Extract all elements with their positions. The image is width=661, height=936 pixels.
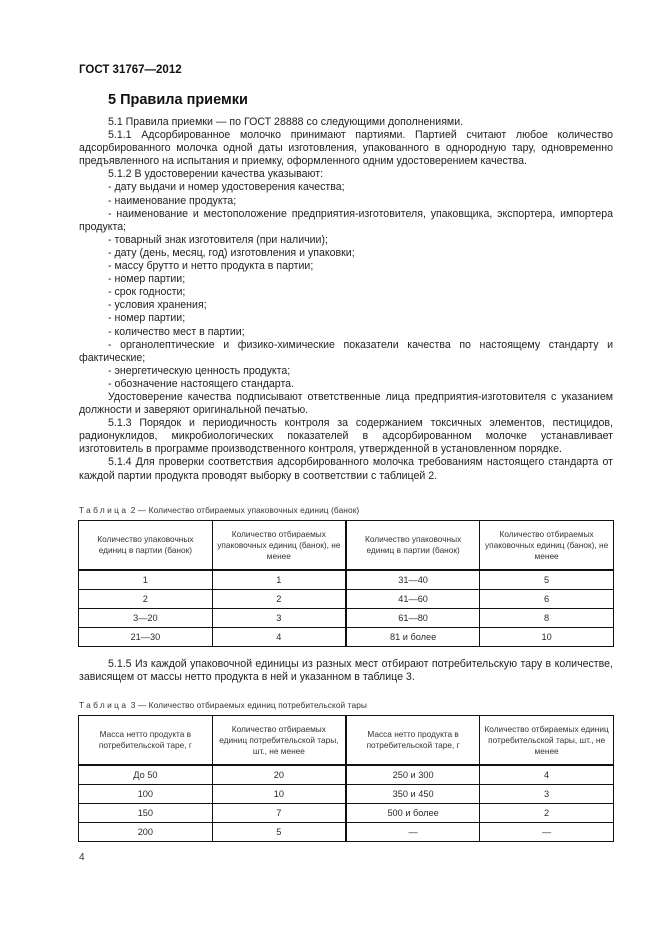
- table-3-caption: [79, 700, 367, 710]
- column-header: Количество отбираемых единиц потребительской тары, шт., не менее: [212, 716, 346, 766]
- table-cell: 150: [79, 804, 213, 823]
- table-cell: 31—40: [346, 570, 480, 590]
- paragraph-5-1-5: 5.1.5 Из каждой упаковочной единицы из разных мест отбирают потребительскую тару в количестве, зависящем от массы нетто продукта в ней и указанном в таблице 3.: [79, 658, 613, 684]
- paragraph-5-1-1: 5.1.1 Адсорбированное молочко принимают партиями. Партией считают любое количество адсорбированного молочка одной даты изготовления, упакованного в однородную тару, одновременно предъявленного на испытания и приемку, оформленного одним удостоверением качества.: [79, 129, 613, 168]
- table-cell: 200: [79, 823, 213, 842]
- table-cell: —: [480, 823, 614, 842]
- table-cell: 7: [212, 804, 346, 823]
- paragraph-5-1-2: 5.1.2 В удостоверении качества указывают:: [108, 168, 324, 181]
- table-cell: 500 и более: [346, 804, 480, 823]
- column-header: Количество отбираемых упаковочных единиц (банок), не менее: [212, 521, 346, 571]
- table-cell: 41—60: [346, 590, 480, 609]
- table-cell: —: [346, 823, 480, 842]
- document-id-header: ГОСТ 31767—2012: [79, 64, 182, 76]
- table-row: [79, 785, 614, 804]
- table-3: [78, 715, 614, 842]
- table-2: [78, 520, 614, 647]
- table-row: [79, 823, 614, 842]
- table-2-caption: [79, 505, 359, 515]
- table-row: [79, 590, 614, 609]
- table-cell: 81 и более: [346, 628, 480, 647]
- table-row: [79, 609, 614, 628]
- page-number: 4: [79, 852, 85, 863]
- table-cell: 5: [480, 570, 614, 590]
- table-cell: 4: [212, 628, 346, 647]
- table-cell: До 50: [79, 765, 213, 785]
- table-cell: 61—80: [346, 609, 480, 628]
- table-3-caption-label: Таблица: [79, 700, 129, 710]
- list-item: - энергетическую ценность продукта;: [108, 364, 291, 377]
- list-item: - дату выдачи и номер удостоверения качества;: [108, 181, 345, 194]
- table-cell: 4: [480, 765, 614, 785]
- section-body: [79, 116, 613, 483]
- column-header: Количество отбираемых единиц потребительской тары, шт., не менее: [480, 716, 614, 766]
- paragraph-5-1: 5.1 Правила приемки — по ГОСТ 28888 со следующими дополнениями.: [108, 116, 464, 128]
- section-title: 5 Правила приемки: [108, 92, 248, 108]
- list-item: - условия хранения;: [108, 299, 207, 312]
- table-row: [79, 765, 614, 785]
- table-cell: 10: [480, 628, 614, 647]
- table-2-caption-text: 2 — Количество отбираемых упаковочных единиц (банок): [130, 505, 360, 515]
- list-item: - обозначение настоящего стандарта.: [108, 377, 295, 390]
- list-item: - наименование продукта;: [108, 194, 237, 207]
- table-cell: 350 и 450: [346, 785, 480, 804]
- list-item: - органолептические и физико-химические показатели качества по настоящему стандарту и фактические;: [79, 338, 613, 364]
- list-item: - товарный знак изготовителя (при наличии);: [108, 233, 328, 246]
- table-3-caption-text: 3 — Количество отбираемых единиц потребительской тары: [130, 700, 367, 710]
- list-item: - наименование и местоположение предприятия-изготовителя, упаковщика, экспортера, импортера продукта;: [79, 207, 613, 233]
- column-header: Количество упаковочных единиц в партии (банок): [346, 521, 480, 571]
- paragraph-5-1-3: 5.1.3 Порядок и периодичность контроля за содержанием токсичных элементов, пестицидов, радионуклидов, микробиологических показателей в адсорбированном молочке устанавливает изготовитель в программе производственного контроля, утвержденной в установленном порядке.: [79, 417, 613, 456]
- table-cell: 2: [212, 590, 346, 609]
- table-cell: 3: [480, 785, 614, 804]
- paragraph-5-1-4: 5.1.4 Для проверки соответствия адсорбированного молочка требованиям настоящего стандарта от каждой партии продукта проводят выборку в соответствии с таблицей 2.: [79, 456, 613, 482]
- table-cell: 8: [480, 609, 614, 628]
- table-cell: 3—20: [79, 609, 213, 628]
- column-header: Количество отбираемых упаковочных единиц (банок), не менее: [480, 521, 614, 571]
- table-cell: 2: [480, 804, 614, 823]
- table-cell: 3: [212, 609, 346, 628]
- table-cell: 2: [79, 590, 213, 609]
- table-cell: 100: [79, 785, 213, 804]
- column-header: Количество упаковочных единиц в партии (банок): [79, 521, 213, 571]
- table-cell: 5: [212, 823, 346, 842]
- table-cell: 1: [79, 570, 213, 590]
- table-cell: 1: [212, 570, 346, 590]
- table-2-caption-label: Таблица: [79, 505, 129, 515]
- column-header: Масса нетто продукта в потребительской таре, г: [79, 716, 213, 766]
- table-cell: 250 и 300: [346, 765, 480, 785]
- list-item: - дату (день, месяц, год) изготовления и упаковки;: [108, 246, 355, 259]
- paragraph-quality-certificate: Удостоверение качества подписывают ответственные лица предприятия-изготовителя с указанием должности и заверяют оригинальной печатью.: [79, 390, 613, 417]
- list-item: - номер партии;: [108, 312, 186, 325]
- table-row: [79, 628, 614, 647]
- section-body-continued: [79, 658, 613, 684]
- list-item: - массу брутто и нетто продукта в партии;: [108, 260, 314, 273]
- table-cell: 21—30: [79, 628, 213, 647]
- table-cell: 20: [212, 765, 346, 785]
- table-header-row: [79, 521, 614, 571]
- table-row: [79, 570, 614, 590]
- list-item: - срок годности;: [108, 286, 186, 299]
- table-cell: 10: [212, 785, 346, 804]
- list-item: - количество мест в партии;: [108, 325, 245, 338]
- column-header: Масса нетто продукта в потребительской таре, г: [346, 716, 480, 766]
- list-item: - номер партии;: [108, 273, 186, 286]
- table-header-row: [79, 716, 614, 766]
- table-row: [79, 804, 614, 823]
- table-cell: 6: [480, 590, 614, 609]
